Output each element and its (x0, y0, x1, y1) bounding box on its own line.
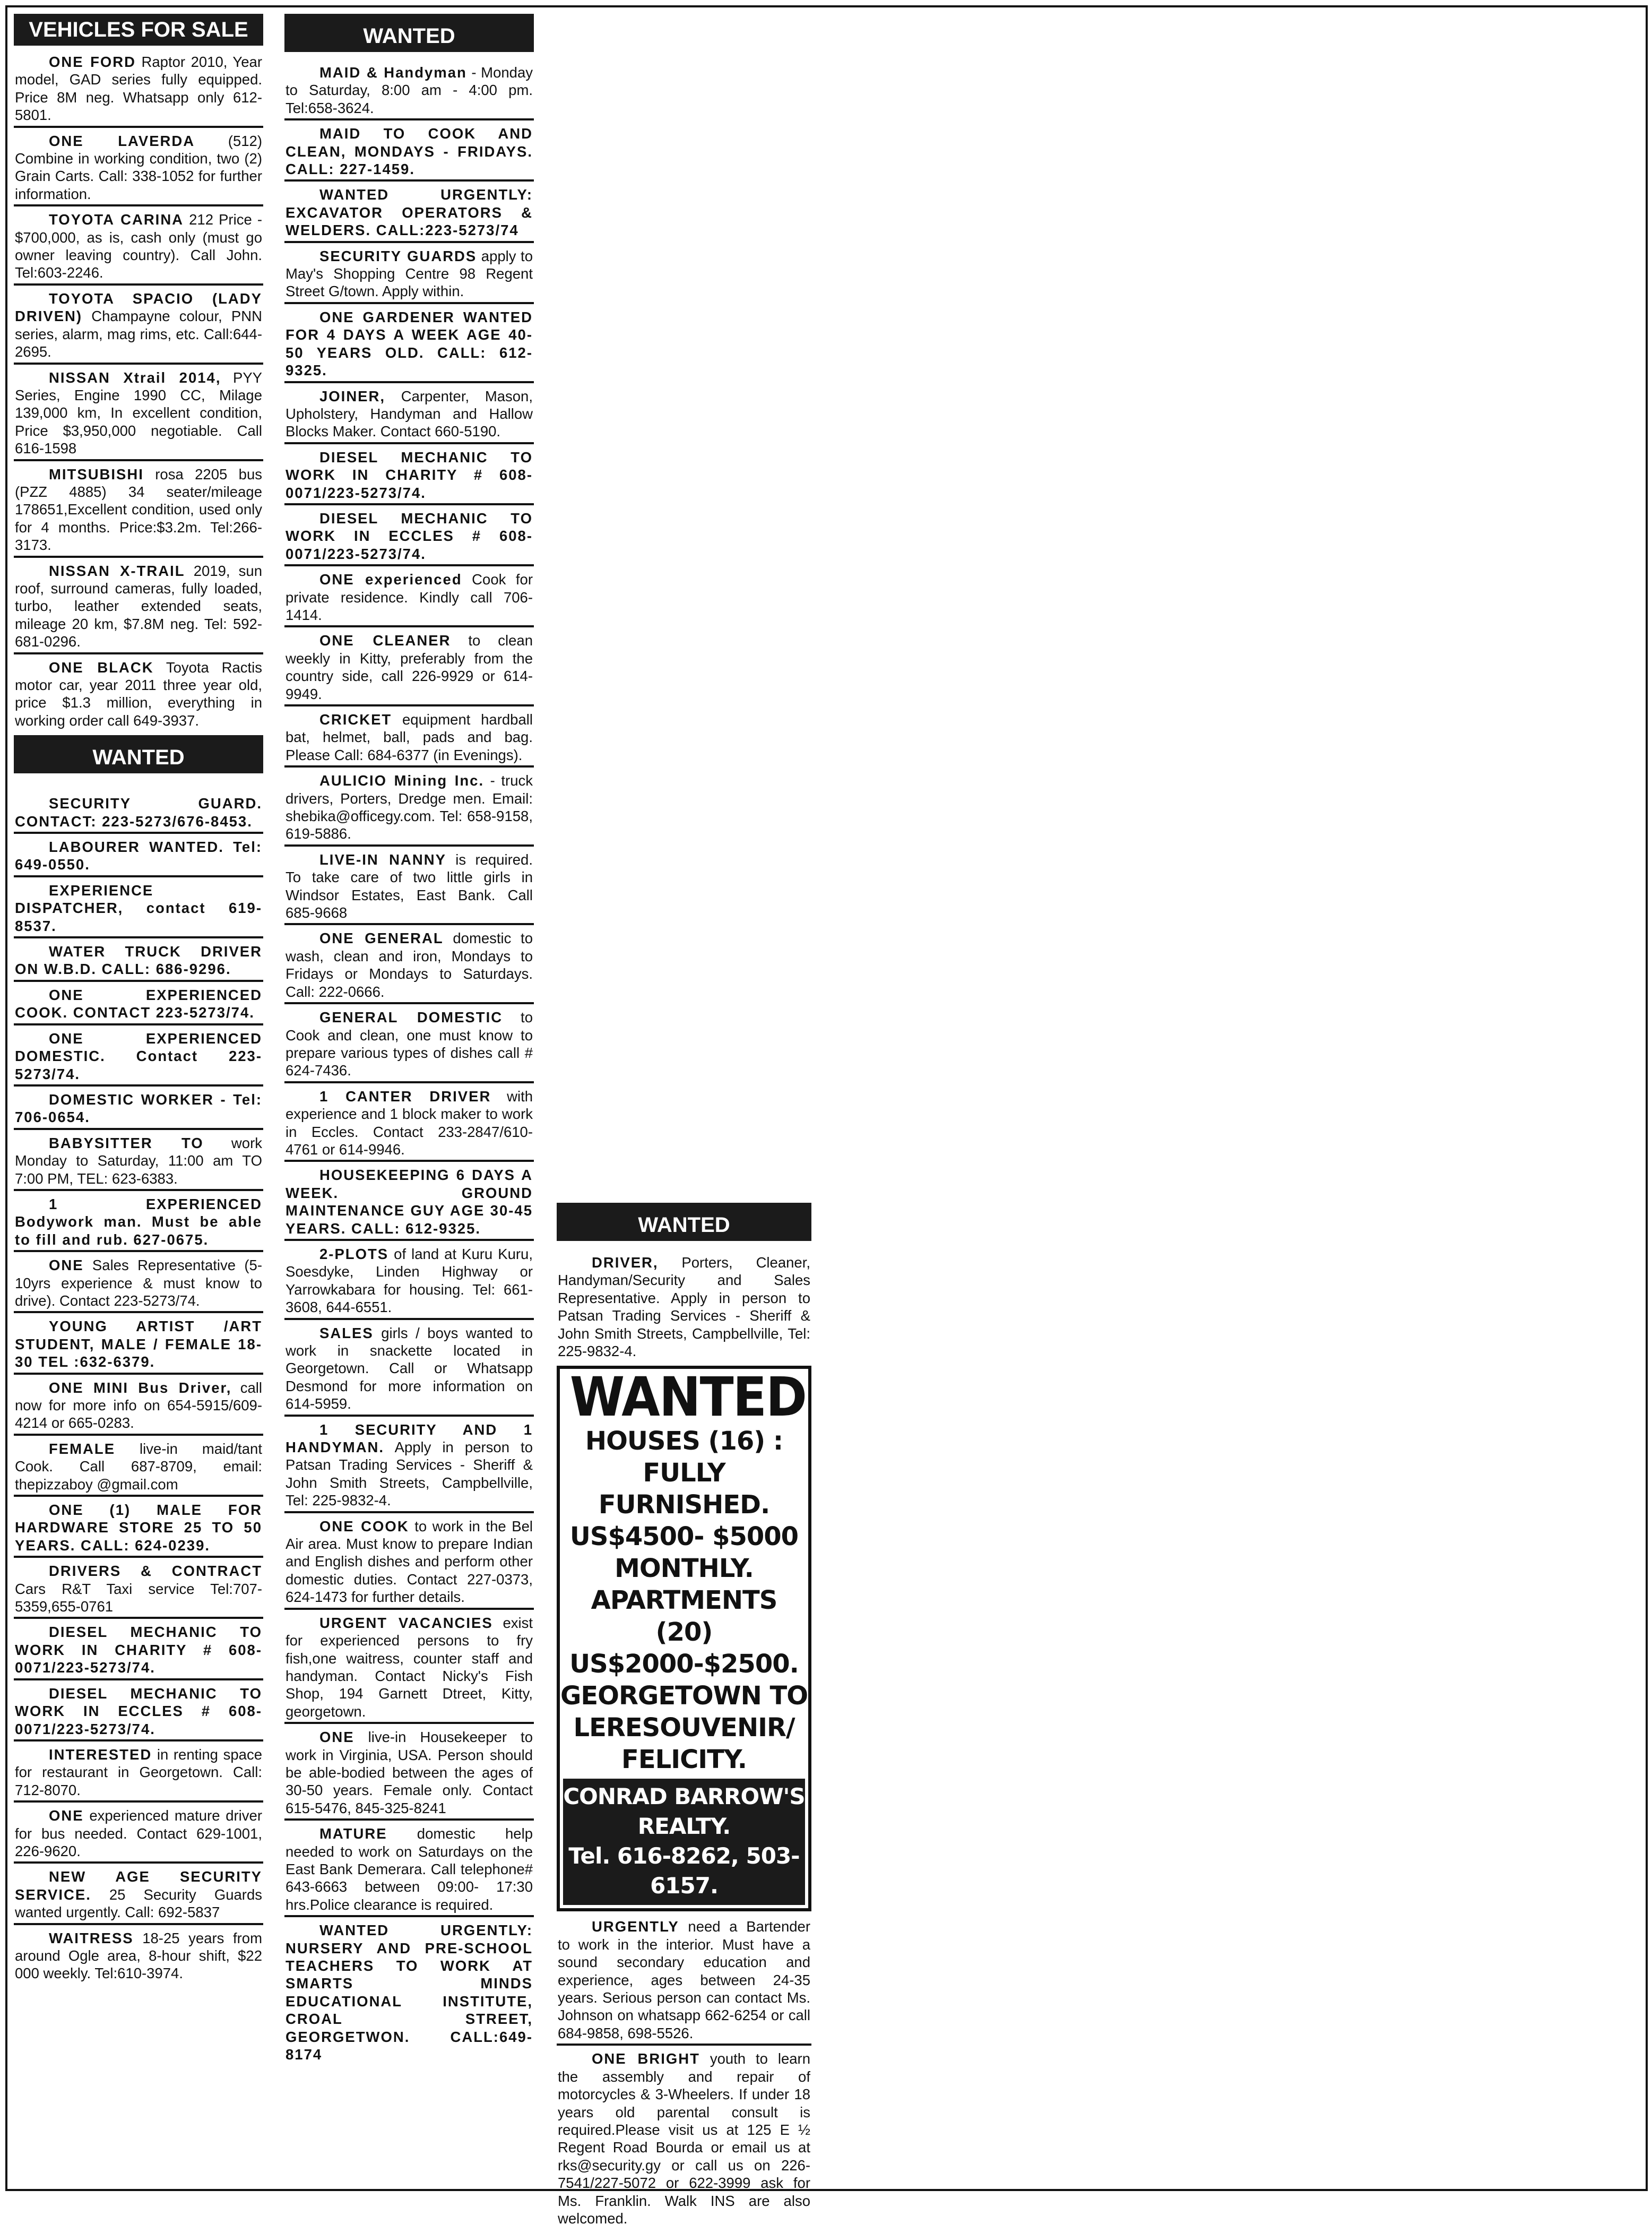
classified-ad (14, 1317, 263, 1374)
ad-lead-text: NISSAN X-TRAIL (49, 562, 185, 579)
ad-lead-text: WAITRESS (49, 1929, 134, 1946)
classified-ad (14, 1623, 263, 1680)
ad-lead-text: 2-PLOTS (319, 1245, 389, 1262)
classified-ad (284, 851, 534, 926)
display-ad-agency-line: Tel. 616-8262, 503-6157. (568, 1843, 800, 1899)
classified-ad (284, 1008, 534, 1083)
classified-ad (14, 1256, 263, 1313)
classified-ad (284, 1825, 534, 1917)
ad-lead-text: ONE (49, 1807, 84, 1824)
classified-ad (14, 1379, 263, 1436)
classified-ad (14, 1562, 263, 1619)
classified-ad (14, 1807, 263, 1864)
ad-lead-text: MITSUBISHI (49, 465, 144, 482)
ad-lead-text: 1 EXPERIENCED Bodywork man. Must be able to fill and rub. 627-0675. (15, 1195, 262, 1248)
ad-body-text: rosa 2205 bus (PZZ 4885) 34 seater/mileage 178651,Excellent condition, used only for 4 months. Price:$3.2m. Tel:266-3173. (15, 465, 262, 554)
ad-body-text: Champayne colour, PNN series, alarm, mag rims, etc. Call:644-2695. (15, 308, 262, 360)
ad-lead-text: MAID TO COOK AND CLEAN, MONDAYS - FRIDAYS. CALL: 227-1459. (286, 125, 533, 178)
classified-ad (284, 772, 534, 847)
ad-lead-text: ONE BRIGHT (592, 2050, 700, 2067)
ad-body-text: 18-25 years from around Ogle area, 8-hour shift, $22 000 weekly. Tel:610-3974. (15, 1929, 262, 1982)
section-header-vehicles-for-sale: VEHICLES FOR SALE (14, 14, 263, 46)
wanted-ad-list (14, 795, 263, 1984)
ad-body-text: - Monday to Saturday, 8:00 am - 4:00 pm. Tel:658-3624. (286, 64, 533, 116)
ad-lead-text: 1 SECURITY AND 1 HANDYMAN. (286, 1421, 533, 1456)
ad-body-text: exist for experienced persons to fry fish,one waitress, counter staff and handyman. Contact Nicky's Fish Shop, 194 Garnett Dtreet, Kitty, georgetown. (286, 1614, 533, 1720)
ad-lead-text: SALES (319, 1324, 374, 1341)
classified-ad (557, 2050, 811, 2229)
classified-ad (557, 1254, 811, 1361)
classified-ad (284, 186, 534, 243)
ad-body-text: - truck drivers, Porters, Dredge men. Email: shebika@officegy.com. Tel: 658-9158, 619-5886. (286, 772, 533, 842)
display-ad-agency-line: CONRAD BARROW'S (563, 1783, 805, 1810)
classified-ad (284, 1245, 534, 1320)
ad-body-text: apply to May's Shopping Centre 98 Regent Street G/town. Apply within. (286, 247, 533, 300)
ad-lead-text: ONE FORD (49, 54, 136, 70)
ad-lead-text: ONE EXPERIENCED COOK. CONTACT 223-5273/74. (15, 986, 262, 1021)
ad-lead-text: TOYOTA SPACIO (LADY DRIVEN) (15, 290, 262, 325)
classified-ad (284, 1728, 534, 1821)
real-estate-display-ad (557, 1366, 811, 1911)
ad-body-text: equipment hardball bat, helmet, ball, pads and bag. Please Call: 684-6377 (in Evenings). (286, 711, 533, 763)
display-ad-line: LERESOUVENIR/ (573, 1713, 795, 1743)
ad-body-text: Sales Representative (5-10yrs experience & must know to drive). Contact 223-5273/74. (15, 1257, 262, 1309)
ad-body-text: of land at Kuru Kuru, Soesdyke, Linden Highway or Yarrowkabara for housing. Tel: 661-3608, 644-6551. (286, 1245, 533, 1316)
classified-ad (284, 711, 534, 768)
ad-lead-text: URGENTLY (592, 1918, 679, 1935)
classified-ad (14, 290, 263, 365)
section-header-wanted: WANTED (557, 1203, 811, 1241)
ad-body-text: is required. To take care of two little girls in Windsor Estates, East Bank. Call 685-9668 (286, 851, 533, 921)
column-wanted-3 (557, 1203, 811, 2233)
ad-lead-text: CRICKET (319, 711, 392, 728)
display-ad-title: WANTED (569, 1366, 807, 1429)
ad-lead-text: ONE (1) MALE FOR HARDWARE STORE 25 TO 50 YEARS. CALL: 624-0239. (15, 1502, 262, 1554)
ad-body-text: to work in the Bel Air area. Must know to prepare Indian and English dishes and perform other domestic duties. Contact 227-0373, 624-1473 for further details. (286, 1518, 533, 1606)
ad-body-text: live-in Housekeeper to work in Virginia, USA. Person should be able-bodied between the ages of 30-50 years. Female only. Contact 615-5476, 845-325-8241 (286, 1729, 533, 1816)
classified-ad (284, 387, 534, 444)
ad-body-text: Toyota Ractis motor car, year 2011 three year old, price $1.3 million, everything in working order call 649-3937. (15, 659, 262, 729)
ad-body-text: to Cook and clean, one must know to prepare various types of dishes call # 624-7436. (286, 1009, 533, 1079)
ad-lead-text: ONE GENERAL (319, 930, 444, 947)
ad-lead-text: NEW AGE SECURITY SERVICE. (15, 1868, 262, 1903)
ad-lead-text: DRIVERS & CONTRACT (49, 1563, 262, 1580)
classified-ad (14, 132, 263, 207)
display-ad-line: FULLY FURNISHED. (598, 1458, 770, 1520)
classified-ad (14, 465, 263, 558)
ad-lead-text: GENERAL DOMESTIC (319, 1009, 503, 1026)
classified-ad (14, 369, 263, 461)
ad-lead-text: WANTED URGENTLY: EXCAVATOR OPERATORS & WELDERS. CALL:223-5273/74 (286, 186, 533, 239)
ad-lead-text: DIESEL MECHANIC TO WORK IN CHARITY # 608-0071/223-5273/74. (15, 1624, 262, 1676)
ad-lead-text: HOUSEKEEPING 6 DAYS A WEEK. GROUND MAINTENANCE GUY AGE 30-45 YEARS. CALL: 612-9325. (286, 1167, 533, 1237)
ad-body-text: 25 Security Guards wanted urgently. Call: 692-5837 (15, 1886, 262, 1921)
classified-ad (557, 1918, 811, 2046)
ad-lead-text: BABYSITTER TO (49, 1134, 204, 1151)
ad-body-text: domestic to wash, clean and iron, Mondays to Fridays or Mondays to Saturdays. Call: 222-0666. (286, 930, 533, 1000)
ad-body-text: experienced mature driver for bus needed. Contact 629-1001, 226-9620. (15, 1807, 262, 1859)
classified-ad (284, 1518, 534, 1610)
ad-lead-text: DRIVER, (592, 1254, 659, 1271)
classified-ad (14, 1030, 263, 1087)
display-ad-line: MONTHLY. (615, 1554, 754, 1584)
classified-ad (284, 1166, 534, 1241)
ad-lead-text: EXPERIENCE DISPATCHER, contact 619-8537. (15, 882, 262, 934)
classified-ad (284, 1614, 534, 1724)
display-ad-line: HOUSES (16) : (585, 1426, 783, 1456)
ad-lead-text: ONE experienced (319, 571, 462, 588)
classified-ad (284, 449, 534, 505)
classified-ad (14, 943, 263, 982)
ad-lead-text: ONE EXPERIENCED DOMESTIC. Contact 223-5273/74. (15, 1030, 262, 1082)
ad-lead-text: ONE GARDENER WANTED FOR 4 DAYS A WEEK AGE 40-50 YEARS OLD. CALL: 612-9325. (286, 308, 533, 379)
column-wanted-2 (284, 14, 534, 2069)
wanted-ad-list (557, 1254, 811, 1361)
ad-lead-text: YOUNG ARTIST /ART STUDENT, MALE / FEMALE 18-30 TEL :632-6379. (15, 1318, 262, 1370)
ad-lead-text: WATER TRUCK DRIVER ON W.B.D. CALL: 686-9296. (15, 943, 262, 978)
ad-lead-text: JOINER, (319, 387, 386, 404)
ad-body-text: PYY Series, Engine 1990 CC, Milage 139,000 km, In excellent condition, Price $3,950,000 negotiable. Call 616-1598 (15, 369, 263, 457)
wanted-ad-list (557, 1918, 811, 2229)
ad-body-text: girls / boys wanted to work in snackette located in Georgetown. Call or Whatsapp Desmond for more information on 614-5959. (286, 1324, 533, 1412)
section-header-wanted: WANTED (284, 14, 534, 52)
ad-lead-text: WANTED URGENTLY: NURSERY AND PRE-SCHOOL TEACHERS TO WORK AT SMARTS MINDS EDUCATIONAL INSTITUTE, CROAL STREET, GEORGETWON. CALL:649-8174 (286, 1922, 533, 2063)
display-ad-agency-banner (563, 1779, 805, 1905)
classified-ad (14, 838, 263, 877)
classified-ad (284, 1324, 534, 1417)
ad-body-text: domestic help needed to work on Saturdays on the East Bank Demerara. Call telephone# 643-6663 between 09:00- 17:30 hrs.Police clearance is required. (286, 1825, 533, 1913)
ad-lead-text: ONE LAVERDA (49, 132, 195, 149)
ad-lead-text: DIESEL MECHANIC TO WORK IN ECCLES # 608-0071/223-5273/74. (15, 1685, 262, 1737)
ad-lead-text: DOMESTIC WORKER - Tel: 706-0654. (15, 1091, 262, 1126)
classified-ad (14, 795, 263, 834)
ad-body-text: youth to learn the assembly and repair of motorcycles & 3-Wheelers. If under 18 years old parental consult is required.Please visit us at 125 E ½ Regent Road Bourda or email us at rks@security.gy or call us on 226-7541/227-5072 or 622-3999 ask for Ms. Franklin. Walk INS are also welcomed. (558, 2050, 811, 2227)
ad-body-text: need a Bartender to work in the interior. Must have a sound secondary education and experience, ages between 24-35 years. Serious person can contact Ms. Johnson on whatsapp 662-6254 or call 684-9858, 698-5526. (558, 1918, 810, 2041)
ad-lead-text: ONE COOK (319, 1518, 409, 1534)
ad-lead-text: AULICIO Mining Inc. (319, 772, 485, 789)
ad-lead-text: ONE MINI Bus Driver, (49, 1379, 232, 1396)
ad-body-text: Carpenter, Mason, Upholstery, Handyman and Hallow Blocks Maker. Contact 660-5190. (286, 387, 533, 440)
classified-ad (284, 571, 534, 627)
classified-ad (14, 1929, 263, 1984)
display-ad-body (560, 1425, 808, 1775)
display-ad-line: FELICITY. (621, 1745, 747, 1775)
classified-ad (14, 1685, 263, 1741)
ad-lead-text: INTERESTED (49, 1746, 152, 1763)
ad-body-text: Raptor 2010, Year model, GAD series fully equipped. Price 8M neg. Whatsapp only 612-5801. (15, 54, 262, 124)
display-ad-agency-line: REALTY. (637, 1813, 731, 1840)
display-ad-line: GEORGETOWN TO (560, 1681, 808, 1711)
classified-ad (284, 64, 534, 120)
ad-lead-text: URGENT VACANCIES (319, 1614, 493, 1631)
ad-body-text: to clean weekly in Kitty, preferably from the country side, call 226-9929 or 614-9949. (286, 632, 533, 702)
ad-body-text: 212 Price - $700,000, as is, cash only (must go owner leaving country). Call John. Tel:603-2246. (15, 211, 262, 281)
classified-ad (14, 1868, 263, 1925)
vehicles-ad-list (14, 53, 263, 731)
classified-ad (14, 1746, 263, 1803)
ad-lead-text: DIESEL MECHANIC TO WORK IN CHARITY # 608-0071/223-5273/74. (286, 449, 533, 501)
ad-lead-text: MATURE (319, 1825, 387, 1842)
classified-ad (284, 247, 534, 304)
ad-body-text: (512) Combine in working condition, two (2) Grain Carts. Call: 338-1052 for further information. (15, 132, 262, 202)
ad-body-text: live-in maid/tant Cook. Call 687-8709, email: thepizzaboy @gmail.com (15, 1440, 262, 1493)
classified-ad (284, 1921, 534, 2065)
classified-ad (284, 1088, 534, 1162)
ad-lead-text: DIESEL MECHANIC TO WORK IN ECCLES # 608-0071/223-5273/74. (286, 510, 533, 562)
classified-ad (14, 1440, 263, 1497)
ad-body-text: 2019, sun roof, surround cameras, fully loaded, turbo, leather extended seats, mileage 20 km, $7.8M neg. Tel: 592-681-0296. (15, 562, 263, 650)
classified-ad (284, 632, 534, 706)
ad-lead-text: ONE CLEANER (319, 632, 451, 649)
ad-body-text: Porters, Cleaner, Handyman/Security and Sales Representative. Apply in person to Patsan Trading Services - Sheriff & John Smith Streets, Campbellville, Tel: 225-9832-4. (558, 1254, 810, 1360)
column-vehicles-wanted (14, 14, 263, 1988)
ad-lead-text: MAID & Handyman (319, 64, 467, 81)
classified-ad (284, 1421, 534, 1513)
ad-lead-text: SECURITY GUARD. CONTACT: 223-5273/676-8453. (15, 795, 262, 830)
classified-ad (14, 882, 263, 938)
classified-ad (14, 659, 263, 731)
ad-body-text: work Monday to Saturday, 11:00 am TO 7:00 PM, TEL: 623-6383. (15, 1134, 262, 1187)
ad-lead-text: TOYOTA CARINA (49, 211, 184, 228)
classified-ad (14, 986, 263, 1025)
ad-lead-text: SECURITY GUARDS (319, 247, 477, 264)
classified-ad (14, 1501, 263, 1558)
ad-body-text: Cook for private residence. Kindly call 706-1414. (286, 571, 533, 623)
classified-ad (14, 1134, 263, 1191)
classified-ad (14, 562, 263, 654)
ad-lead-text: ONE (49, 1257, 84, 1274)
classified-ad (14, 211, 263, 286)
ad-body-text: with experience and 1 block maker to work in Eccles. Contact 233-2847/610-4761 or 614-9946. (286, 1088, 533, 1158)
display-ad-line: APARTMENTS (20) (591, 1585, 777, 1648)
ad-lead-text: NISSAN Xtrail 2014, (49, 369, 221, 386)
classified-ad (14, 1195, 263, 1252)
ad-lead-text: ONE BLACK (49, 659, 154, 676)
ad-body-text: in renting space for restaurant in Georgetown. Call: 712-8070. (15, 1746, 262, 1798)
display-ad-line: US$4500- $5000 (569, 1522, 799, 1552)
ad-lead-text: LIVE-IN NANNY (319, 851, 446, 868)
ad-body-text: Apply in person to Patsan Trading Services - Sheriff & John Smith Streets, Campbellville, Tel: 225-9832-4. (286, 1439, 533, 1509)
classified-ad (284, 929, 534, 1004)
classified-ad (284, 308, 534, 383)
ad-lead-text: ONE (319, 1729, 354, 1746)
ad-lead-text: 1 CANTER DRIVER (319, 1088, 491, 1105)
ad-lead-text: FEMALE (49, 1440, 116, 1457)
classified-ad (14, 1091, 263, 1130)
ad-lead-text: LABOURER WANTED. Tel: 649-0550. (15, 839, 262, 873)
section-header-wanted: WANTED (14, 735, 263, 773)
classified-ad (284, 125, 534, 182)
classified-ad (284, 510, 534, 566)
display-ad-line: US$2000-$2500. (569, 1649, 799, 1679)
wanted-ad-list (284, 64, 534, 2065)
classified-ad (14, 53, 263, 128)
ad-body-text: call now for more info on 654-5915/609-4214 or 665-0283. (15, 1379, 262, 1432)
ad-body-text: Cars R&T Taxi service Tel:707-5359,655-0761 (15, 1580, 262, 1615)
newspaper-classifieds-page (5, 5, 1648, 2227)
